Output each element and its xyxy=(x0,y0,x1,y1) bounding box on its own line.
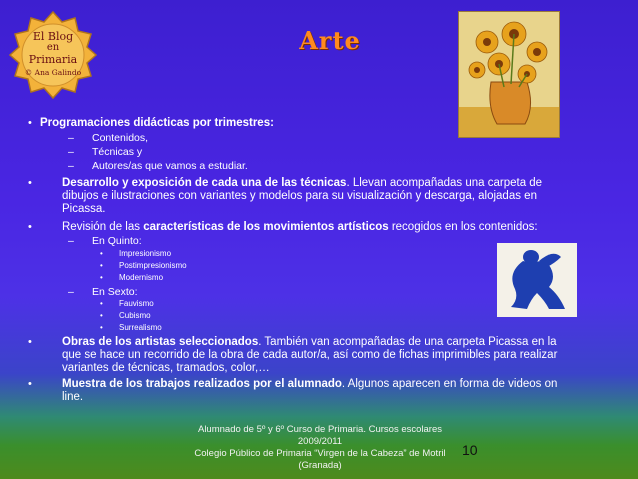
dash-marker: – xyxy=(68,160,74,172)
level3-text: Fauvismo xyxy=(119,299,154,308)
bullet-marker: • xyxy=(28,177,32,189)
bullet-revision xyxy=(28,221,622,234)
slide-footer xyxy=(190,424,450,472)
bullet-muestra xyxy=(28,378,622,404)
bullet-text-bold: características de los movimientos artísticos xyxy=(143,221,389,233)
level3-text: Cubismo xyxy=(119,311,151,320)
badge-copyright: © Ana Galindo xyxy=(24,68,82,77)
badge-line-2: en xyxy=(46,42,60,53)
bullet-text: . También van acompañadas de una carpeta Picassa en la xyxy=(258,336,557,348)
badge-line-1: El Blog xyxy=(32,30,74,43)
sub-bullet-text: Autores/as que vamos a estudiar. xyxy=(92,160,248,172)
bullet-marker: • xyxy=(100,311,103,320)
dash-marker: – xyxy=(68,235,74,247)
footer-line-2: 2009/2011 xyxy=(297,436,343,447)
level3-text: Impresionismo xyxy=(119,249,172,258)
bullet-text-bold: Desarrollo y exposición de cada una de las técnicas xyxy=(62,177,347,189)
bullet-text-line3: variantes de técnicas, tramados, color,… xyxy=(62,362,270,374)
bullet-text-bold: Muestra de los trabajos realizados por el alumnado xyxy=(62,378,342,390)
bullet-text: Programaciones didácticas por trimestres: xyxy=(40,117,274,129)
sub-bullet-text: En Quinto: xyxy=(92,235,142,247)
level3-text: Surrealismo xyxy=(119,323,162,332)
dash-marker: – xyxy=(68,132,74,144)
bullet-text: . Algunos aparecen en forma de videos on xyxy=(341,378,558,390)
bullet-marker: • xyxy=(100,273,103,282)
bullet-text-line2: que se hace un recorrido de la obra de cada autor/a, así como de fichas imprimibles para realizar xyxy=(62,349,558,361)
slide-title: Arte xyxy=(299,26,361,55)
bullet-marker: • xyxy=(100,299,103,308)
sub-bullet-text: Contenidos, xyxy=(92,132,149,144)
bullet-text-line2: line. xyxy=(62,391,84,403)
bullet-marker: • xyxy=(100,261,103,270)
bullet-text-line2: dibujos e ilustraciones con variantes y modelos para su visualización y descarga, alojadas en xyxy=(62,190,537,202)
bullet-marker: • xyxy=(100,249,103,258)
dash-marker: – xyxy=(68,286,74,298)
bullet-text-end: recogidos en los contenidos: xyxy=(388,221,538,233)
bullet-text-line3: Picassa. xyxy=(62,203,106,215)
bullet-marker: • xyxy=(28,221,32,233)
bullet-obras xyxy=(28,336,622,375)
page-number: 10 xyxy=(462,442,478,458)
level3-text: Postimpresionismo xyxy=(119,261,187,270)
bullet-programaciones xyxy=(28,117,274,130)
bullet-text: Revisión de las xyxy=(62,221,144,233)
sub-bullet-text: En Sexto: xyxy=(92,286,138,298)
level3-text: Modernismo xyxy=(119,273,164,282)
bullet-text-bold: Obras de los artistas seleccionados xyxy=(62,336,259,348)
bullet-marker: • xyxy=(100,323,103,332)
bullet-marker: • xyxy=(28,117,32,129)
footer-line-1: Alumnado de 5º y 6º Curso de Primaria. Cursos escolares xyxy=(197,424,443,435)
bullet-text: . Llevan acompañadas una carpeta de xyxy=(346,177,543,189)
footer-line-4: (Granada) xyxy=(298,460,342,471)
bullet-marker: • xyxy=(28,336,32,348)
dash-marker: – xyxy=(68,146,74,158)
footer-line-3: Colegio Público de Primaria “Virgen de la Cabeza” de Motril xyxy=(194,448,446,459)
bullet-desarrollo xyxy=(28,177,638,216)
badge-line-3: Primaria xyxy=(28,53,78,66)
sub-bullet-text: Técnicas y xyxy=(92,146,143,158)
bullet-marker: • xyxy=(28,378,32,390)
